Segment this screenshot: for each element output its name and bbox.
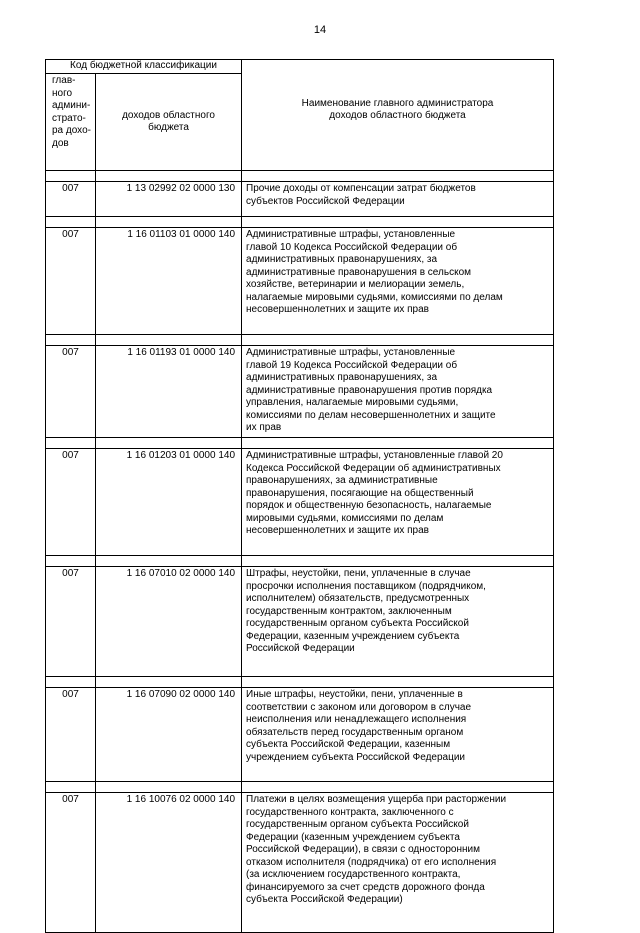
- header-admin-line: ра дохо-: [52, 125, 91, 136]
- page-number: 14: [313, 24, 327, 36]
- income-name-line: Административные штрафы, установленные главой 20: [246, 450, 503, 461]
- spacer-cell: [242, 335, 554, 346]
- table-spacer-row: [46, 677, 554, 688]
- income-name-line: Административные штрафы, установленные: [246, 347, 456, 358]
- income-name-line: отказом исполнителя (подрядчика) от его исполнения: [246, 856, 497, 868]
- income-name-line: налагаемые мировыми судьями, комиссиями по делам: [246, 291, 503, 303]
- table-row: [46, 567, 554, 677]
- income-name-cell: [242, 449, 554, 556]
- income-name-line: обязательств перед государственным органом: [246, 726, 464, 738]
- header-name-line: Наименование главного администратора: [301, 97, 494, 109]
- admin-code-cell: 007: [46, 182, 96, 217]
- income-name-line: правонарушения, посягающие на общественный: [246, 487, 474, 499]
- income-name-line: административных правонарушениях, за: [246, 254, 438, 265]
- spacer-cell: [46, 782, 96, 793]
- income-name-line: Федерации, казенным учреждением субъекта: [246, 630, 460, 642]
- spacer-cell: [96, 438, 242, 449]
- spacer-cell: [242, 438, 554, 449]
- spacer-cell: [46, 171, 96, 182]
- income-name-cell: [242, 793, 554, 933]
- spacer-cell: [242, 171, 554, 182]
- header-income-line: бюджета: [148, 122, 189, 133]
- spacer-cell: [46, 677, 96, 688]
- table-spacer-row: [46, 556, 554, 567]
- income-name-line: их прав: [246, 422, 282, 433]
- income-name-line: Кодекса Российской Федерации об административных: [246, 462, 501, 474]
- spacer-cell: [242, 782, 554, 793]
- income-code-cell: 1 16 07010 02 0000 140: [96, 567, 242, 677]
- income-name-line: главой 19 Кодекса Российской Федерации об: [246, 359, 458, 371]
- header-admin-line: админи-: [52, 100, 91, 111]
- income-name-cell: [242, 567, 554, 677]
- spacer-cell: [242, 217, 554, 228]
- header-admin-line: страто-: [52, 112, 86, 124]
- income-name-line: субъекта Российской Федерации, казенным: [246, 739, 451, 750]
- income-code-cell: 1 16 01193 01 0000 140: [96, 346, 242, 438]
- income-name-line: субъектов Российской Федерации: [246, 195, 405, 207]
- income-name-line: административных правонарушениях, за: [246, 372, 438, 383]
- table-row: [46, 449, 554, 556]
- admin-code-cell: 007: [46, 346, 96, 438]
- income-name-line: управления, налагаемые мировыми судьями,: [246, 397, 459, 408]
- budget-classification-table: [45, 59, 554, 933]
- spacer-cell: [46, 335, 96, 346]
- income-name-line: (за исключением государственного контракта,: [246, 869, 461, 880]
- income-name-line: Иные штрафы, неустойки, пени, уплаченные в: [246, 689, 463, 700]
- header-income-line: доходов областного: [122, 109, 215, 121]
- admin-code-cell: 007: [46, 567, 96, 677]
- income-code-cell: 1 16 07090 02 0000 140: [96, 688, 242, 782]
- admin-code-cell: 007: [46, 449, 96, 556]
- income-code-cell: 1 13 02992 02 0000 130: [96, 182, 242, 217]
- header-name-line: доходов областного бюджета: [329, 110, 466, 121]
- table-row: [46, 346, 554, 438]
- table-spacer-row: [46, 171, 554, 182]
- header-admin-line: глав-: [52, 75, 76, 86]
- income-name-line: неисполнения или ненадлежащего исполнения: [246, 714, 467, 725]
- income-name-line: порядок и общественную безопасность, налагаемые: [246, 500, 492, 511]
- income-name-line: Штрафы, неустойки, пени, уплаченные в случае: [246, 568, 471, 579]
- table-row: [46, 228, 554, 335]
- spacer-cell: [96, 782, 242, 793]
- header-admin-line: ного: [52, 87, 73, 99]
- income-name-line: Платежи в целях возмещения ущерба при расторжении: [246, 794, 507, 805]
- income-name-line: государственного контракта, заключенного с: [246, 806, 454, 818]
- income-name-line: учреждением субъекта Российской Федерации: [246, 751, 465, 763]
- income-name-line: комиссиями по делам несовершеннолетних и защите: [246, 409, 496, 421]
- income-name-line: государственным органом субъекта Российской: [246, 819, 469, 830]
- income-name-line: правонарушениях, за административные: [246, 475, 438, 486]
- table-spacer-row: [46, 217, 554, 228]
- income-name-line: Прочие доходы от компенсации затрат бюджетов: [246, 183, 476, 194]
- income-name-cell: [242, 346, 554, 438]
- spacer-cell: [242, 556, 554, 567]
- income-name-line: Административные штрафы, установленные: [246, 229, 456, 240]
- income-name-line: соответствии с законом или договором в случае: [246, 701, 472, 713]
- income-name-line: Федерации (казенным учреждением субъекта: [246, 831, 460, 843]
- income-name-line: несовершеннолетних и защите их прав: [246, 525, 429, 536]
- income-name-line: государственным органом субъекта Российской: [246, 618, 469, 629]
- income-name-cell: [242, 228, 554, 335]
- admin-code-cell: 007: [46, 688, 96, 782]
- spacer-cell: [96, 677, 242, 688]
- spacer-cell: [46, 438, 96, 449]
- table-row: [46, 793, 554, 933]
- admin-code-cell: 007: [46, 228, 96, 335]
- spacer-cell: [96, 171, 242, 182]
- income-name-line: Российской Федерации), в связи с односторонним: [246, 844, 480, 855]
- income-name-line: мировыми судьями, комиссиями по делам: [246, 512, 444, 524]
- income-code-cell: 1 16 10076 02 0000 140: [96, 793, 242, 933]
- spacer-cell: [96, 335, 242, 346]
- spacer-cell: [96, 556, 242, 567]
- income-name-line: административные правонарушения в сельском: [246, 266, 472, 278]
- income-code-cell: 1 16 01103 01 0000 140: [96, 228, 242, 335]
- income-name-line: субъекта Российской Федерации): [246, 894, 403, 905]
- spacer-cell: [242, 677, 554, 688]
- income-name-cell: [242, 182, 554, 217]
- admin-code-cell: 007: [46, 793, 96, 933]
- table-spacer-row: [46, 782, 554, 793]
- income-name-line: главой 10 Кодекса Российской Федерации об: [246, 241, 458, 253]
- spacer-cell: [46, 556, 96, 567]
- income-name-line: финансируемого за счет средств дорожного фонда: [246, 881, 485, 893]
- income-name-line: просрочки исполнения поставщиком (подрядчиком,: [246, 580, 486, 592]
- table-row: [46, 688, 554, 782]
- header-budget-code-group: Код бюджетной классификации: [46, 60, 242, 74]
- income-name-line: хозяйстве, ветеринарии и мелиорации земель,: [246, 279, 465, 290]
- income-name-cell: [242, 688, 554, 782]
- table-spacer-row: [46, 438, 554, 449]
- table-row: [46, 182, 554, 217]
- income-name-line: несовершеннолетних и защите их прав: [246, 304, 429, 315]
- header-income-code: [96, 74, 242, 171]
- spacer-cell: [46, 217, 96, 228]
- header-admin-line: дов: [52, 137, 69, 149]
- header-administrator-name: [242, 60, 554, 171]
- header-main-administrator: [46, 74, 96, 171]
- income-code-cell: 1 16 01203 01 0000 140: [96, 449, 242, 556]
- income-name-line: административные правонарушения против порядка: [246, 384, 493, 396]
- income-name-line: исполнителем) обязательств, предусмотренных: [246, 593, 470, 604]
- spacer-cell: [96, 217, 242, 228]
- table-spacer-row: [46, 335, 554, 346]
- income-name-line: государственным контрактом, заключенным: [246, 605, 452, 617]
- income-name-line: Российской Федерации: [246, 643, 355, 654]
